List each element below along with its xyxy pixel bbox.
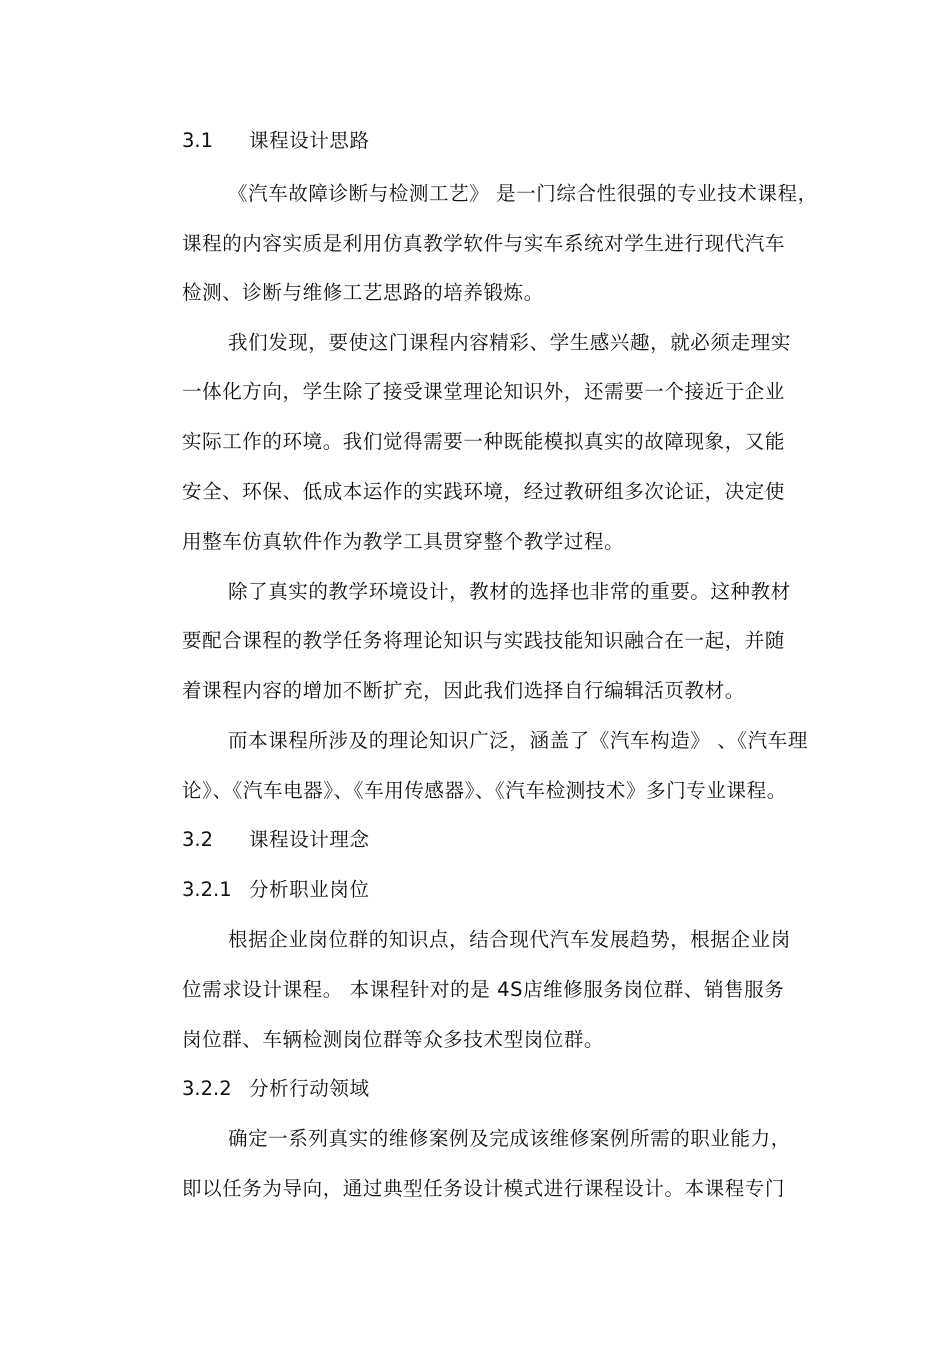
paragraph-line: 要配合课程的教学任务将理论知识与实践技能知识融合在一起，并随 [182, 629, 786, 652]
paragraph-line: 根据企业岗位群的知识点，结合现代汽车发展趋势，根据企业岗 [228, 928, 791, 951]
paragraph-line: 而本课程所涉及的理论知识广泛，涵盖了《汽车构造》 、《汽车理 [228, 729, 808, 752]
paragraph-line: 安全、环保、低成本运作的实践环境，经过教研组多次论证，决定使 [182, 480, 786, 503]
paragraph-line: 论》、《汽车电器》、《车用传感器》、《汽车检测技术》多门专业课程。 [182, 779, 787, 802]
heading-number: 3.2.2 [182, 1077, 232, 1100]
paragraph-line: 一体化方向，学生除了接受课堂理论知识外，还需要一个接近于企业 [182, 380, 786, 403]
heading-number: 3.2.1 [182, 878, 232, 901]
paragraph-line: 位需求设计课程。 本课程针对的是 4S店维修服务岗位群、销售服务 [182, 978, 785, 1001]
paragraph-line: 《汽车故障诊断与检测工艺》 是一门综合性很强的专业技术课程， [228, 182, 818, 205]
heading-3-2-2 [182, 1076, 370, 1102]
heading-title: 课程设计思路 [249, 129, 370, 152]
paragraph-line: 除了真实的教学环境设计，教材的选择也非常的重要。这种教材 [228, 580, 791, 603]
heading-3-1 [182, 128, 370, 154]
paragraph-line: 我们发现，要使这门课程内容精彩、学生感兴趣，就必须走理实 [228, 331, 791, 354]
paragraph-line: 实际工作的环境。我们觉得需要一种既能模拟真实的故障现象，又能 [182, 430, 786, 453]
paragraph-line: 着课程内容的增加不断扩充，因此我们选择自行编辑活页教材。 [182, 679, 745, 702]
paragraph-line: 课程的内容实质是利用仿真教学软件与实车系统对学生进行现代汽车 [182, 232, 786, 255]
heading-number: 3.2 [182, 828, 214, 851]
paragraph-line: 岗位群、车辆检测岗位群等众多技术型岗位群。 [182, 1028, 605, 1051]
heading-3-2-1 [182, 877, 370, 903]
paragraph-line: 即以任务为导向，通过典型任务设计模式进行课程设计。本课程专门 [182, 1177, 786, 1200]
paragraph-line: 确定一系列真实的维修案例及完成该维修案例所需的职业能力， [228, 1127, 791, 1150]
heading-title: 分析职业岗位 [249, 878, 370, 901]
heading-title: 分析行动领域 [249, 1077, 370, 1100]
heading-title: 课程设计理念 [249, 828, 370, 851]
paragraph-line: 检测、诊断与维修工艺思路的培养锻炼。 [182, 281, 544, 304]
paragraph-line: 用整车仿真软件作为教学工具贯穿整个教学过程。 [182, 530, 625, 553]
heading-3-2 [182, 827, 370, 853]
heading-number: 3.1 [182, 129, 214, 152]
